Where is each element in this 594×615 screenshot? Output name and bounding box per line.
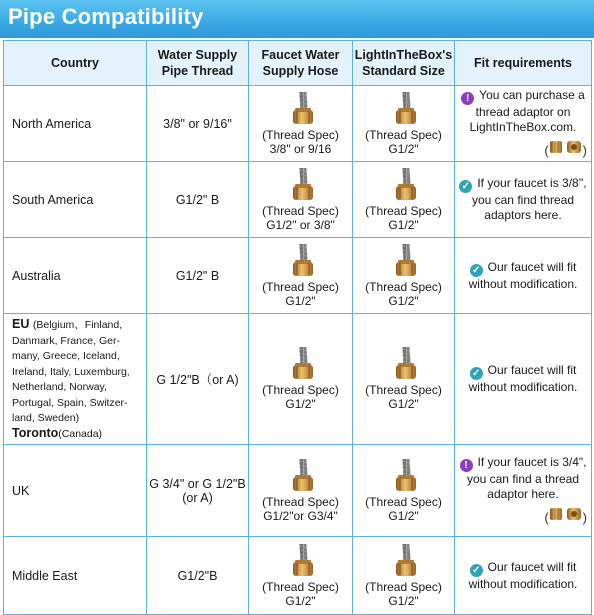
exclamation-icon: !: [460, 459, 473, 472]
fit-cell: [455, 86, 592, 162]
header-faucet-hose: Faucet Water Supply Hose: [249, 41, 353, 86]
standard-size: G1/2": [388, 397, 419, 411]
standard-size: G1/2": [388, 293, 419, 308]
header-standard-size: LightInTheBox's Standard Size: [353, 41, 455, 86]
fit-cell: [455, 445, 592, 537]
hose-pipe-icon: [281, 244, 321, 278]
check-icon: ✓: [459, 180, 472, 193]
thread-cell: G1/2" B: [147, 238, 249, 314]
country-cell: [4, 314, 147, 445]
standard-spec: (Thread Spec): [365, 383, 442, 397]
thread-cell: G 3/4" or G 1/2"B (or A): [147, 445, 249, 537]
hose-cell: [249, 314, 353, 445]
standard-cell: [353, 314, 455, 445]
country-eu-list: (Belgium、Finland, Danmark, France, Ger-many, Greece, Iceland, Ireland, Italy, Luxemburg, Netherland, Norway, Portugal, Spain, Switzer-land, Sweden): [12, 319, 130, 424]
table-row: [4, 238, 592, 314]
hose-pipe-icon: [281, 544, 321, 578]
standard-pipe-icon: [384, 544, 424, 578]
fit-cell: [455, 238, 592, 314]
table-row: [4, 314, 592, 445]
check-icon: ✓: [470, 564, 483, 577]
standard-size: G1/2": [388, 141, 419, 156]
header-row: [4, 41, 592, 86]
title-bar: [0, 0, 594, 38]
header-fit: Fit requirements: [455, 41, 592, 86]
thread-cell: 3/8" or 9/16": [147, 86, 249, 162]
standard-cell: [353, 238, 455, 314]
standard-pipe-icon: [384, 347, 424, 381]
hose-size: G1/2" or 3/8": [266, 217, 335, 232]
check-icon: ✓: [470, 264, 483, 277]
thread-cell: G1/2" B: [147, 162, 249, 238]
hose-pipe-icon: [281, 92, 321, 126]
hose-cell: [249, 238, 353, 314]
hose-pipe-icon: [281, 168, 321, 202]
standard-pipe-icon: [384, 168, 424, 202]
fit-text: You can purchase a thread adaptor on LightInTheBox.com.: [469, 88, 585, 134]
standard-spec: (Thread Spec): [365, 494, 442, 509]
fit-cell: [455, 162, 592, 238]
exclamation-icon: !: [461, 92, 474, 105]
hose-spec: (Thread Spec): [262, 203, 339, 218]
fit-text: Our faucet will fit without modification.: [468, 559, 578, 591]
hose-size: G1/2": [285, 293, 316, 308]
country-eu: EU: [12, 317, 30, 331]
standard-cell: [353, 162, 455, 238]
compatibility-table: [3, 40, 591, 609]
thread-cell: G 1/2"B（or A): [147, 314, 249, 445]
country-cell: Middle East: [4, 537, 147, 615]
fit-text: Our faucet will fit without modification.: [468, 363, 578, 394]
standard-cell: [353, 445, 455, 537]
country-cell: North America: [4, 86, 147, 162]
hose-spec: (Thread Spec): [262, 383, 339, 397]
thread-adaptor-icon: ( ): [544, 510, 587, 525]
country-cell: Australia: [4, 238, 147, 314]
hose-cell: [249, 86, 353, 162]
check-icon: ✓: [470, 367, 483, 380]
fit-text: If your faucet is 3/4", you can find a thread adaptor here.: [466, 455, 587, 501]
hose-size: G1/2": [285, 593, 316, 608]
country-canada: (Canada): [58, 427, 103, 440]
hose-cell: [249, 162, 353, 238]
country-cell: UK: [4, 445, 147, 537]
table-row: [4, 86, 592, 162]
fit-text: If your faucet is 3/8'', you can find thread adaptors here.: [471, 176, 587, 222]
standard-spec: (Thread Spec): [365, 203, 442, 218]
standard-spec: (Thread Spec): [365, 279, 442, 294]
header-country: Country: [4, 41, 147, 86]
standard-pipe-icon: [384, 92, 424, 126]
hose-spec: (Thread Spec): [262, 494, 339, 509]
hose-cell: [249, 445, 353, 537]
standard-size: G1/2": [388, 217, 419, 232]
fit-cell: [455, 314, 592, 445]
hose-size: 3/8" or 9/16: [269, 141, 332, 156]
page-title: Pipe Compatibility: [8, 4, 204, 29]
fit-cell: [455, 537, 592, 615]
standard-pipe-icon: [384, 244, 424, 278]
standard-cell: [353, 537, 455, 615]
hose-size: G1/2": [285, 397, 316, 411]
hose-pipe-icon: [281, 347, 321, 381]
standard-cell: [353, 86, 455, 162]
table-row: [4, 445, 592, 537]
hose-spec: (Thread Spec): [262, 127, 339, 142]
standard-size: G1/2": [388, 593, 419, 608]
fit-text: Our faucet will fit without modification.: [468, 259, 578, 291]
country-toronto: Toronto: [12, 425, 59, 440]
thread-cell: G1/2"B: [147, 537, 249, 615]
hose-size: G1/2"or G3/4": [263, 508, 338, 523]
table-row: [4, 537, 592, 615]
standard-spec: (Thread Spec): [365, 127, 442, 142]
hose-pipe-icon: [281, 459, 321, 493]
table-row: [4, 162, 592, 238]
hose-cell: [249, 537, 353, 615]
standard-size: G1/2": [388, 508, 419, 523]
thread-adaptor-icon: ( ): [544, 143, 587, 158]
header-water-supply: Water Supply Pipe Thread: [147, 41, 249, 86]
country-cell: South America: [4, 162, 147, 238]
standard-pipe-icon: [384, 459, 424, 493]
standard-spec: (Thread Spec): [365, 579, 442, 594]
hose-spec: (Thread Spec): [262, 579, 339, 594]
hose-spec: (Thread Spec): [262, 279, 339, 294]
